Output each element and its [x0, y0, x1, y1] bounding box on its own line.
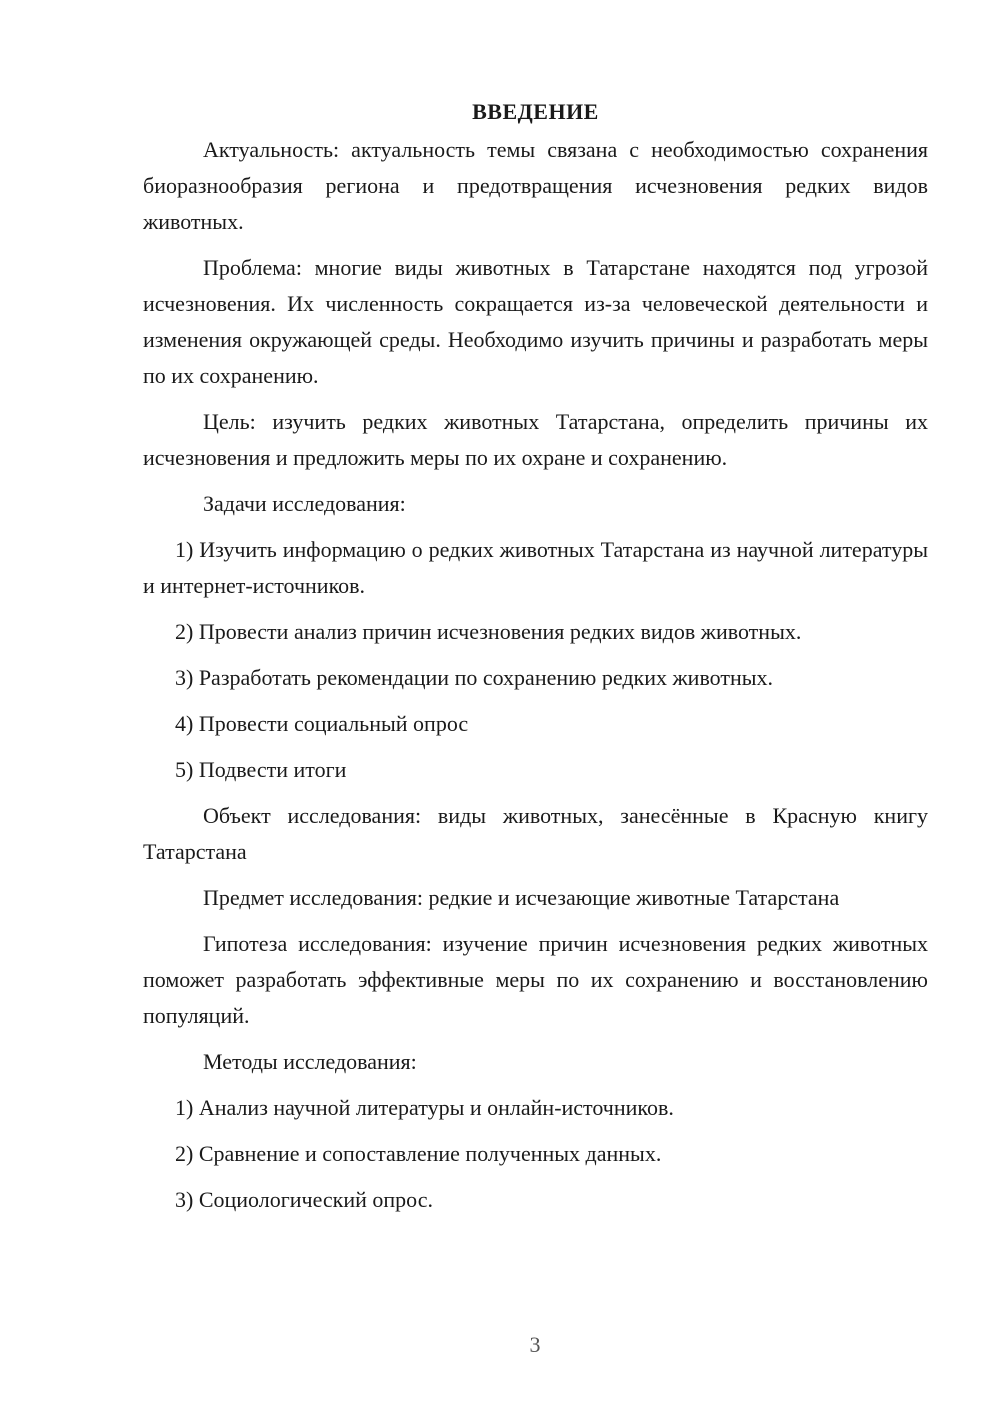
object-paragraph: Объект исследования: виды животных, занесённые в Красную книгу Татарстана [143, 803, 928, 864]
task-item: 2) Провести анализ причин исчезновения редких видов животных. [175, 619, 802, 644]
document-page [143, 96, 928, 1228]
method-item: 2) Сравнение и сопоставление полученных данных. [175, 1141, 662, 1166]
page-number: 3 [529, 1332, 541, 1357]
methods-title: Методы исследования: [203, 1049, 417, 1074]
task-item: 1) Изучить информацию о редких животных Татарстана из научной литературы и интернет-источников. [143, 537, 928, 598]
method-item: 3) Социологический опрос. [175, 1187, 433, 1212]
task-item: 3) Разработать рекомендации по сохранению редких животных. [175, 665, 774, 690]
method-item: 1) Анализ научной литературы и онлайн-источников. [175, 1095, 674, 1120]
tasks-title: Задачи исследования: [203, 491, 406, 516]
problem-paragraph: Проблема: многие виды животных в Татарстане находятся под угрозой исчезновения. Их численность сокращается из-за человеческой деятельности и изменения окружающей среды. Необходимо изучить причины и разработать меры по их сохранению. [143, 255, 928, 388]
subject-paragraph: Предмет исследования: редкие и исчезающие животные Татарстана [203, 885, 840, 910]
hypothesis-paragraph: Гипотеза исследования: изучение причин исчезновения редких животных поможет разработать эффективные меры по их сохранению и восстановлению популяций. [143, 931, 928, 1028]
task-item: 5) Подвести итоги [175, 757, 347, 782]
section-heading: ВВЕДЕНИЕ [472, 99, 599, 124]
relevance-paragraph: Актуальность: актуальность темы связана с необходимостью сохранения биоразнообразия региона и предотвращения исчезновения редких видов животных. [143, 137, 928, 234]
goal-paragraph: Цель: изучить редких животных Татарстана, определить причины их исчезновения и предложить меры по их охране и сохранению. [143, 409, 928, 470]
task-item: 4) Провести социальный опрос [175, 711, 469, 736]
